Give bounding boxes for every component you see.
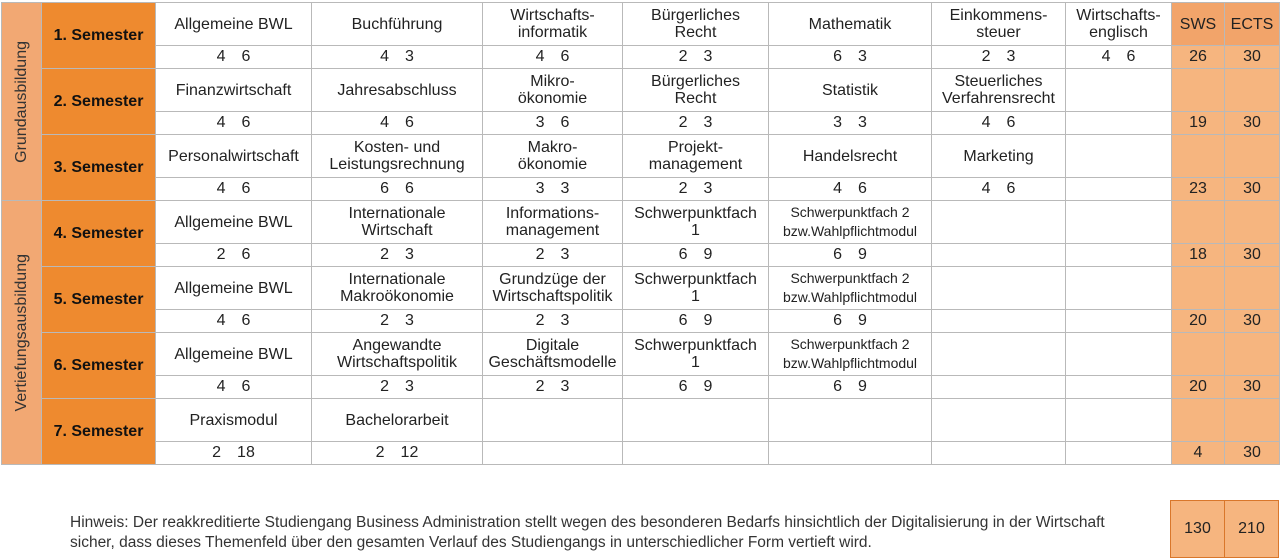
course-name: Handelsrecht — [769, 135, 932, 178]
sws-header: SWS — [1172, 3, 1225, 46]
course-ects: 9 — [858, 246, 867, 263]
semester-row — [2, 201, 1280, 244]
course-values — [932, 46, 1066, 69]
course-ects: 3 — [560, 180, 570, 197]
course-values — [623, 244, 769, 267]
course-name: Allgemeine BWL — [156, 201, 312, 244]
course-values — [156, 178, 312, 201]
course-sws: 3 — [833, 114, 842, 131]
course-sws: 2 — [678, 180, 688, 197]
semester-ects-total: 30 — [1225, 244, 1280, 267]
course-name: Jahresabschluss — [312, 69, 483, 112]
course-ects: 3 — [703, 180, 713, 197]
empty-cell — [1066, 135, 1172, 178]
total-sws: 130 — [1184, 520, 1211, 537]
totals-box — [1170, 500, 1279, 558]
semester-ects-total: 30 — [1225, 442, 1280, 465]
course-values — [156, 310, 312, 333]
empty-cell — [1066, 112, 1172, 135]
course-sws: 6 — [833, 378, 842, 395]
course-sws: 4 — [833, 180, 842, 197]
course-sws: 4 — [216, 48, 226, 65]
semester-values-row — [2, 244, 1280, 267]
empty-cell — [483, 442, 623, 465]
course-values — [1066, 46, 1172, 69]
semester-row — [2, 267, 1280, 310]
semester-ects-total: 30 — [1225, 178, 1280, 201]
course-values — [156, 442, 312, 465]
course-ects: 3 — [405, 378, 414, 395]
ects-blank — [1225, 201, 1280, 244]
course-ects: 6 — [858, 180, 867, 197]
course-name: Schwerpunktfach 1 — [623, 201, 769, 244]
course-name: Bürgerliches Recht — [623, 3, 769, 46]
course-ects: 3 — [560, 312, 570, 329]
course-name: Internationale Wirtschaft — [312, 201, 483, 244]
total-ects: 210 — [1224, 501, 1278, 557]
empty-cell — [1066, 333, 1172, 376]
course-values — [312, 376, 483, 399]
course-values — [156, 376, 312, 399]
course-values — [769, 178, 932, 201]
course-ects: 3 — [560, 378, 570, 395]
course-name: Schwerpunktfach 2 bzw.Wahlpflichtmodul — [769, 267, 932, 310]
course-sws: 4 — [981, 114, 991, 131]
semester-ects-total: 30 — [1225, 310, 1280, 333]
course-ects: 9 — [858, 378, 867, 395]
course-name: Bürgerliches Recht — [623, 69, 769, 112]
ects-blank — [1225, 69, 1280, 112]
course-name: Makro- ökonomie — [483, 135, 623, 178]
course-name: Allgemeine BWL — [156, 3, 312, 46]
course-values — [483, 244, 623, 267]
course-ects: 6 — [241, 312, 251, 329]
course-ects: 6 — [1006, 114, 1016, 131]
course-sws: 4 — [216, 378, 226, 395]
course-name: Informations- management — [483, 201, 623, 244]
course-ects: 9 — [703, 246, 713, 263]
course-sws: 2 — [535, 246, 545, 263]
course-ects: 9 — [703, 312, 713, 329]
course-ects: 6 — [1126, 48, 1136, 65]
course-values — [483, 310, 623, 333]
course-ects: 3 — [858, 114, 867, 131]
course-sws: 2 — [981, 48, 991, 65]
empty-cell — [932, 399, 1066, 442]
semester-sws-total: 19 — [1172, 112, 1225, 135]
course-name: Angewandte Wirtschaftspolitik — [312, 333, 483, 376]
course-values — [623, 178, 769, 201]
semester-label: 4. Semester — [42, 201, 156, 267]
course-sws: 3 — [535, 114, 545, 131]
course-sws: 3 — [535, 180, 545, 197]
course-sws: 6 — [678, 378, 688, 395]
semester-ects-total: 30 — [1225, 46, 1280, 69]
course-values — [769, 310, 932, 333]
course-values — [932, 178, 1066, 201]
semester-sws-total: 4 — [1172, 442, 1225, 465]
course-name: Praxismodul — [156, 399, 312, 442]
course-values — [312, 112, 483, 135]
course-values — [156, 112, 312, 135]
course-ects: 3 — [703, 114, 713, 131]
course-values — [769, 244, 932, 267]
course-name: Mikro- ökonomie — [483, 69, 623, 112]
semester-sws-total: 18 — [1172, 244, 1225, 267]
course-sws: 6 — [833, 48, 842, 65]
semester-values-row — [2, 310, 1280, 333]
sws-blank — [1172, 267, 1225, 310]
course-sws: 2 — [212, 444, 222, 461]
course-values — [769, 46, 932, 69]
course-name: Wirtschafts- englisch — [1066, 3, 1172, 46]
semester-label: 2. Semester — [42, 69, 156, 135]
course-ects: 6 — [241, 114, 251, 131]
course-sws: 6 — [380, 180, 389, 197]
course-sws: 2 — [380, 312, 389, 329]
course-values — [312, 244, 483, 267]
empty-cell — [769, 442, 932, 465]
semester-row — [2, 3, 1280, 46]
course-ects: 3 — [858, 48, 867, 65]
course-sws: 6 — [678, 246, 688, 263]
semester-label: 3. Semester — [42, 135, 156, 201]
semester-values-row — [2, 178, 1280, 201]
course-name: Marketing — [932, 135, 1066, 178]
course-sws: 2 — [375, 444, 385, 461]
empty-cell — [932, 333, 1066, 376]
course-values — [156, 46, 312, 69]
empty-cell — [1066, 178, 1172, 201]
semester-sws-total: 26 — [1172, 46, 1225, 69]
semester-row — [2, 399, 1280, 442]
semester-values-row — [2, 46, 1280, 69]
course-values — [312, 310, 483, 333]
course-sws: 4 — [380, 48, 389, 65]
semester-values-row — [2, 112, 1280, 135]
course-ects: 12 — [400, 444, 419, 461]
empty-cell — [1066, 376, 1172, 399]
course-values — [623, 376, 769, 399]
ects-blank — [1225, 135, 1280, 178]
course-values — [312, 46, 483, 69]
course-sws: 4 — [1101, 48, 1111, 65]
sws-blank — [1172, 333, 1225, 376]
course-values — [483, 376, 623, 399]
empty-cell — [1066, 267, 1172, 310]
sws-blank — [1172, 69, 1225, 112]
course-ects: 9 — [858, 312, 867, 329]
course-values — [623, 46, 769, 69]
course-ects: 6 — [405, 114, 414, 131]
course-name: Grundzüge der Wirtschaftspolitik — [483, 267, 623, 310]
empty-cell — [769, 399, 932, 442]
semester-values-row — [2, 442, 1280, 465]
course-ects: 6 — [560, 114, 570, 131]
course-name: Projekt- management — [623, 135, 769, 178]
empty-cell — [1066, 244, 1172, 267]
course-values — [623, 112, 769, 135]
empty-cell — [932, 244, 1066, 267]
course-ects: 6 — [241, 48, 251, 65]
empty-cell — [1066, 442, 1172, 465]
course-values — [483, 112, 623, 135]
course-values — [312, 442, 483, 465]
empty-cell — [932, 310, 1066, 333]
phase-label: Grundausbildung — [13, 40, 30, 163]
course-name: Personalwirtschaft — [156, 135, 312, 178]
ects-blank — [1225, 399, 1280, 442]
course-values — [156, 244, 312, 267]
empty-cell — [483, 399, 623, 442]
course-sws: 2 — [535, 378, 545, 395]
semester-label: 5. Semester — [42, 267, 156, 333]
course-name: Schwerpunktfach 2 bzw.Wahlpflichtmodul — [769, 333, 932, 376]
course-name: Internationale Makroökonomie — [312, 267, 483, 310]
course-sws: 4 — [216, 180, 226, 197]
phase-vertiefungsausbildung — [2, 201, 42, 465]
course-sws: 4 — [981, 180, 991, 197]
semester-row — [2, 135, 1280, 178]
semester-ects-total: 30 — [1225, 376, 1280, 399]
course-values — [483, 46, 623, 69]
empty-cell — [932, 376, 1066, 399]
course-ects: 6 — [405, 180, 414, 197]
empty-cell — [1066, 310, 1172, 333]
course-sws: 4 — [535, 48, 545, 65]
course-ects: 18 — [237, 444, 255, 461]
course-name: Steuerliches Verfahrensrecht — [932, 69, 1066, 112]
course-ects: 9 — [703, 378, 713, 395]
course-sws: 4 — [216, 312, 226, 329]
course-sws: 2 — [678, 114, 688, 131]
course-ects: 3 — [1006, 48, 1016, 65]
course-name: Mathematik — [769, 3, 932, 46]
course-name: Buchführung — [312, 3, 483, 46]
course-ects: 6 — [1006, 180, 1016, 197]
semester-ects-total: 30 — [1225, 112, 1280, 135]
course-values — [769, 376, 932, 399]
course-name: Allgemeine BWL — [156, 267, 312, 310]
course-sws: 2 — [216, 246, 226, 263]
footnote: Hinweis: Der reakkreditierte Studiengang Business Administration stellt wegen des besonderen Bedarfs hinsichtlich der Digitalisierung in der Wirtschaft sicher, dass dieses Themenfeld über den gesamten Verlauf des Studiengangs in unterschiedlicher Form vertieft wird. — [70, 514, 1105, 551]
course-name: Finanzwirtschaft — [156, 69, 312, 112]
course-sws: 6 — [833, 312, 842, 329]
course-name: Schwerpunktfach 1 — [623, 267, 769, 310]
empty-cell — [932, 201, 1066, 244]
empty-cell — [1066, 399, 1172, 442]
course-sws: 6 — [833, 246, 842, 263]
course-name: Wirtschafts- informatik — [483, 3, 623, 46]
course-ects: 6 — [560, 48, 570, 65]
empty-cell — [932, 442, 1066, 465]
course-sws: 4 — [216, 114, 226, 131]
course-ects: 3 — [560, 246, 570, 263]
ects-blank — [1225, 333, 1280, 376]
ects-header: ECTS — [1225, 3, 1280, 46]
course-sws: 2 — [380, 246, 389, 263]
course-name: Schwerpunktfach 1 — [623, 333, 769, 376]
semester-sws-total: 20 — [1172, 376, 1225, 399]
empty-cell — [1066, 201, 1172, 244]
phase-grundausbildung — [2, 3, 42, 201]
course-sws: 6 — [678, 312, 688, 329]
ects-blank — [1225, 267, 1280, 310]
course-sws: 2 — [678, 48, 688, 65]
semester-sws-total: 20 — [1172, 310, 1225, 333]
empty-cell — [623, 399, 769, 442]
phase-label: Vertiefungsausbildung — [13, 253, 30, 412]
empty-cell — [1066, 69, 1172, 112]
course-values — [483, 178, 623, 201]
sws-blank — [1172, 399, 1225, 442]
semester-row — [2, 69, 1280, 112]
course-ects: 3 — [405, 48, 414, 65]
course-values — [312, 178, 483, 201]
empty-cell — [932, 267, 1066, 310]
course-name: Digitale Geschäftsmodelle — [483, 333, 623, 376]
course-ects: 3 — [405, 246, 414, 263]
course-ects: 3 — [703, 48, 713, 65]
course-name: Statistik — [769, 69, 932, 112]
course-values — [769, 112, 932, 135]
course-name: Einkommens- steuer — [932, 3, 1066, 46]
semester-label: 7. Semester — [42, 399, 156, 465]
semester-values-row — [2, 376, 1280, 399]
course-name: Bachelorarbeit — [312, 399, 483, 442]
course-sws: 2 — [380, 378, 389, 395]
course-values — [932, 112, 1066, 135]
semester-row — [2, 333, 1280, 376]
study-plan-table — [1, 2, 1280, 465]
course-name: Allgemeine BWL — [156, 333, 312, 376]
semester-label: 1. Semester — [42, 3, 156, 69]
course-ects: 3 — [405, 312, 414, 329]
semester-sws-total: 23 — [1172, 178, 1225, 201]
empty-cell — [623, 442, 769, 465]
course-sws: 4 — [380, 114, 389, 131]
sws-blank — [1172, 135, 1225, 178]
sws-blank — [1172, 201, 1225, 244]
course-ects: 6 — [241, 180, 251, 197]
course-name: Kosten- und Leistungsrechnung — [312, 135, 483, 178]
course-ects: 6 — [241, 378, 251, 395]
course-ects: 6 — [241, 246, 251, 263]
course-sws: 2 — [535, 312, 545, 329]
semester-label: 6. Semester — [42, 333, 156, 399]
course-name: Schwerpunktfach 2 bzw.Wahlpflichtmodul — [769, 201, 932, 244]
course-values — [623, 310, 769, 333]
